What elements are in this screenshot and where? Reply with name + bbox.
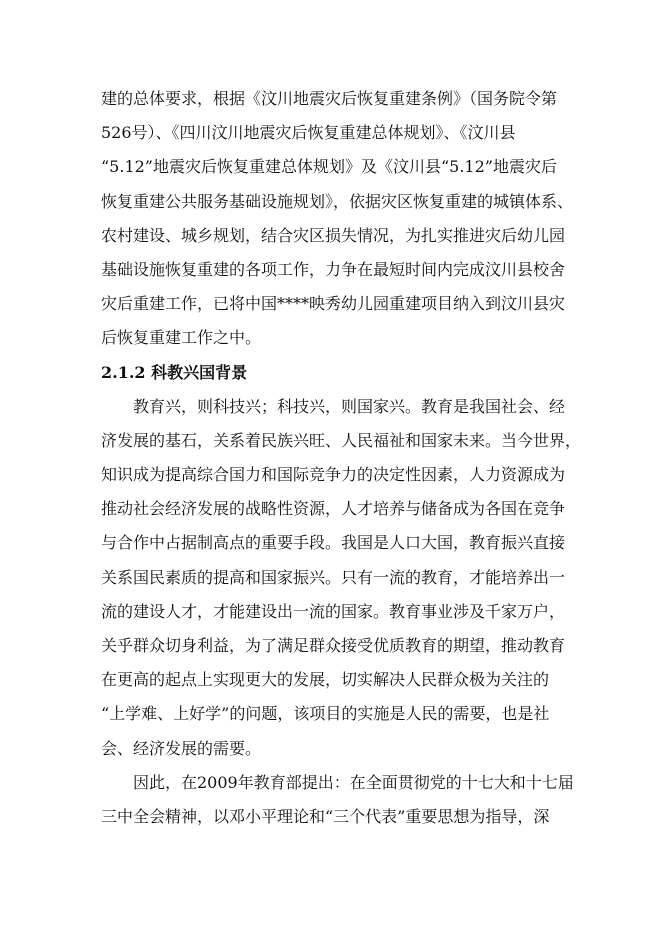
text-line: 恢复重建公共服务基础设施规划》，依据灾区恢复重建的城镇体系、 <box>101 191 574 211</box>
paragraph-continued <box>101 82 574 356</box>
text-line: 流的建设人才，才能建设出一流的国家。教育事业涉及千家万户， <box>101 601 566 621</box>
text-line: 知识成为提高综合国力和国际竞争力的决定性因素，人力资源成为 <box>101 465 566 485</box>
text-line: 关乎群众切身利益，为了满足群众接受优质教育的期望，推动教育 <box>101 636 566 655</box>
text-line: “上学难、上好学”的问题，该项目的实施是人民的需要，也是社 <box>101 704 550 724</box>
text-line: 济发展的基石，关系着民族兴旺、人民福祉和国家未来。当今世界， <box>101 430 582 450</box>
text-line: 因此，在2009年教育部提出：在全面贯彻党的十七大和十七届 <box>133 772 574 792</box>
document-page <box>101 82 582 834</box>
text-line: 后恢复重建工作之中。 <box>101 328 262 348</box>
text-line: 526号）、《四川汶川地震灾后恢复重建总体规划》、《汶川县 <box>101 123 516 143</box>
text-line: 与合作中占据制高点的重要手段。我国是人口大国，教育振兴直接 <box>101 533 566 553</box>
text-line: 关系国民素质的提高和国家振兴。只有一流的教育，才能培养出一 <box>101 567 566 587</box>
text-line: 三中全会精神，以邓小平理论和“三个代表”重要思想为指导，深 <box>101 806 550 826</box>
text-line: 会、经济发展的需要。 <box>101 738 262 758</box>
section-heading: 2.1.2 科教兴国背景 <box>101 362 248 382</box>
text-line: 建的总体要求，根据《汶川地震灾后恢复重建条例》（国务院令第 <box>101 89 558 108</box>
text-line: “5.12”地震灾后恢复重建总体规划》及《汶川县“5.12”地震灾后 <box>101 157 557 177</box>
text-line: 教育兴，则科技兴；科技兴，则国家兴。教育是我国社会、经 <box>133 396 566 416</box>
paragraph-ministry-2009 <box>101 766 574 834</box>
text-line: 推动社会经济发展的战略性资源，人才培养与储备成为各国在竞争 <box>101 499 566 519</box>
paragraph-science-education <box>101 390 582 766</box>
text-line: 农村建设、城乡规划，结合灾区损失情况，为扎实推进灾后幼儿园 <box>101 225 566 245</box>
text-line: 在更高的起点上实现更大的发展，切实解决人民群众极为关注的 <box>101 670 550 690</box>
text-line: 灾后重建工作，已将中国****映秀幼儿园重建项目纳入到汶川县灾 <box>101 294 566 314</box>
text-line: 基础设施恢复重建的各项工作，力争在最短时间内完成汶川县校舍 <box>101 259 566 279</box>
